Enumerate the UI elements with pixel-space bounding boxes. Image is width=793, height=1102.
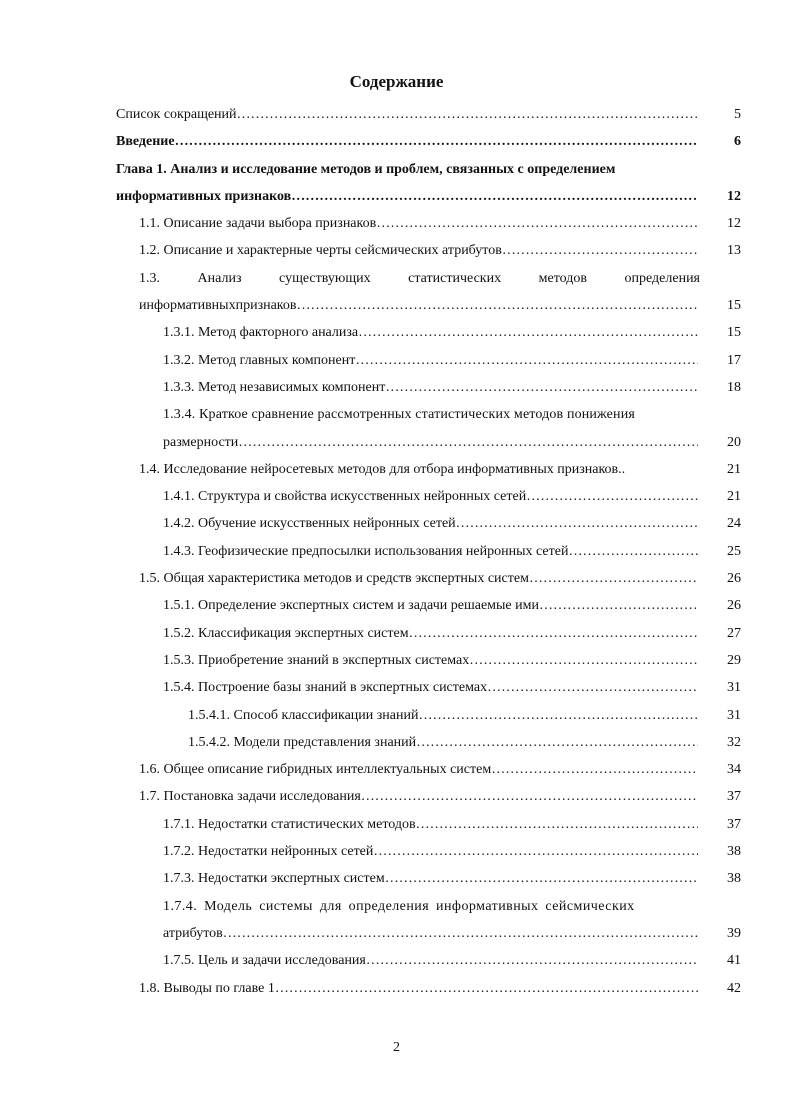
- toc-page-number: 38: [727, 871, 741, 887]
- toc-page-number: 41: [727, 953, 741, 969]
- toc-page-number: 31: [727, 707, 741, 723]
- toc-entry-1-4[interactable]: [0, 456, 793, 483]
- toc-entry-1-5-4[interactable]: [0, 674, 793, 701]
- toc-page-number: 17: [727, 352, 741, 368]
- toc-entry-text: Список сокращений ………………………………………………………………………………………………………………………………………………………………………………………………: [116, 101, 698, 128]
- toc-page-number: 13: [727, 243, 741, 259]
- toc-entry-1-7-1[interactable]: [0, 811, 793, 838]
- toc-page-number: 32: [727, 734, 741, 750]
- toc-entry-1-7-4-line1[interactable]: [0, 893, 793, 920]
- toc-entry-text: размерности ………………………………………………………………………………………………………………………………………………………………………………………………: [163, 429, 698, 456]
- toc-entry-text: 1.3.3. Метод независимых компонент ………………………………………………………………………………………………………………………………………………………………………………………………: [163, 374, 698, 401]
- toc-page-number: 42: [727, 980, 741, 996]
- toc-entry-1-7-2[interactable]: [0, 838, 793, 865]
- toc-page-number: 26: [727, 598, 741, 614]
- toc-page-number: 38: [727, 844, 741, 860]
- page-title: Содержание: [349, 72, 444, 91]
- toc-entry-1-6[interactable]: [0, 756, 793, 783]
- toc-entry-text: 1.5.2. Классификация экспертных систем ………………………………………………………………………………………………………………………………………………………………………………………………: [163, 620, 698, 647]
- toc-word: существующих: [279, 270, 371, 286]
- toc-page-number: 37: [727, 789, 741, 805]
- toc-entry-text: Введение ………………………………………………………………………………………………………………………………………………………………………………………………: [116, 128, 698, 155]
- toc-entry-1-7[interactable]: [0, 783, 793, 810]
- toc-page-number: 29: [727, 652, 741, 668]
- toc-entry-1-3-4[interactable]: [0, 429, 793, 456]
- toc-entry-text: 1.3.2. Метод главных компонент ………………………………………………………………………………………………………………………………………………………………………………………………: [163, 347, 698, 374]
- toc-entry-1-1[interactable]: [0, 210, 793, 237]
- toc-entry-1-5-1[interactable]: [0, 592, 793, 619]
- page-number: 2: [393, 1040, 400, 1055]
- toc-entry-text: 1.6. Общее описание гибридных интеллектуальных систем ………………………………………………………………………………………………………………………………………………………………………………………………: [139, 756, 698, 783]
- toc-entry-text: 1.5.3. Приобретение знаний в экспертных системах ………………………………………………………………………………………………………………………………………………………………………………………………: [163, 647, 698, 674]
- toc-page-number: 21: [727, 489, 741, 505]
- toc-entry-1-4-1[interactable]: [0, 483, 793, 510]
- toc-entry-1-4-3[interactable]: [0, 538, 793, 565]
- toc-entry-text: 1.4.2. Обучение искусственных нейронных сетей ………………………………………………………………………………………………………………………………………………………………………………………………: [163, 510, 698, 537]
- toc-entry-text: 1.3.1. Метод факторного анализа ………………………………………………………………………………………………………………………………………………………………………………………………: [163, 319, 698, 346]
- toc-entry-1-3[interactable]: [0, 292, 793, 319]
- toc-entry-text: 1.7.5. Цель и задачи исследования ………………………………………………………………………………………………………………………………………………………………………………………………: [163, 947, 698, 974]
- toc-page-number: 12: [727, 216, 741, 232]
- toc-entry-text: 1.1. Описание задачи выбора признаков ………………………………………………………………………………………………………………………………………………………………………………………………: [139, 210, 698, 237]
- toc-entry-text: 1.5.4.1. Способ классификации знаний ………………………………………………………………………………………………………………………………………………………………………………………………: [188, 702, 698, 729]
- toc-page-number: 39: [727, 925, 741, 941]
- toc-entry-text: 1.4.3. Геофизические предпосылки использования нейронных сетей ………………………………………………………………………………………………………………………………………………………………………………………………: [163, 538, 698, 565]
- toc-entry-text: 1.4. Исследование нейросетевых методов для отбора информативных признаков..: [139, 461, 626, 477]
- toc-page-number: 15: [727, 298, 741, 314]
- table-of-contents: [0, 101, 793, 1002]
- toc-entry-text: 1.8. Выводы по главе 1 ………………………………………………………………………………………………………………………………………………………………………………………………: [139, 975, 698, 1002]
- toc-entry-chapter1-line1[interactable]: [0, 156, 793, 183]
- toc-word: 1.3.: [139, 270, 160, 286]
- toc-entry-1-3-3[interactable]: [0, 374, 793, 401]
- toc-entry-1-5-2[interactable]: [0, 620, 793, 647]
- toc-entry-text: 1.5.4.2. Модели представления знаний ………………………………………………………………………………………………………………………………………………………………………………………………: [188, 729, 698, 756]
- toc-entry-1-4-2[interactable]: [0, 510, 793, 537]
- toc-entry-text: 1.7.4. Модель системы для определения информативных сейсмических: [163, 898, 635, 914]
- toc-entry-1-5-4-1[interactable]: [0, 702, 793, 729]
- toc-word: методов: [538, 270, 587, 286]
- toc-word: статистических: [408, 270, 502, 286]
- toc-page-number: 12: [727, 188, 741, 204]
- toc-entry-1-8[interactable]: [0, 975, 793, 1002]
- toc-entry-1-5-3[interactable]: [0, 647, 793, 674]
- toc-page-number: 25: [727, 543, 741, 559]
- toc-entry-1-7-4[interactable]: [0, 920, 793, 947]
- toc-entry-1-7-3[interactable]: [0, 865, 793, 892]
- toc-entry-text: Глава 1. Анализ и исследование методов и проблем, связанных с определением: [116, 161, 616, 177]
- toc-entry-1-5-4-2[interactable]: [0, 729, 793, 756]
- toc-entry-text: атрибутов ………………………………………………………………………………………………………………………………………………………………………………………………: [163, 920, 698, 947]
- toc-entry-1-5[interactable]: [0, 565, 793, 592]
- toc-page-number: 37: [727, 816, 741, 832]
- toc-entry-1-7-5[interactable]: [0, 947, 793, 974]
- toc-entry-text: 1.5.1. Определение экспертных систем и задачи решаемые ими ………………………………………………………………………………………………………………………………………………………………………………………………: [163, 592, 698, 619]
- toc-page-number: 31: [727, 680, 741, 696]
- toc-page-number: 24: [727, 516, 741, 532]
- toc-entry-text: 1.3.4. Краткое сравнение рассмотренных статистических методов понижения: [163, 407, 635, 423]
- toc-entry-text: 1.7. Постановка задачи исследования ………………………………………………………………………………………………………………………………………………………………………………………………: [139, 783, 698, 810]
- toc-entry-1-3-line1[interactable]: [0, 265, 793, 292]
- toc-entry-text: 1.7.2. Недостатки нейронных сетей ………………………………………………………………………………………………………………………………………………………………………………………………: [163, 838, 698, 865]
- toc-entry-1-3-2[interactable]: [0, 347, 793, 374]
- toc-entry-chapter1[interactable]: [0, 183, 793, 210]
- toc-page-number: 26: [727, 571, 741, 587]
- toc-entry-text: 1.4.1. Структура и свойства искусственных нейронных сетей ………………………………………………………………………………………………………………………………………………………………………………………………: [163, 483, 698, 510]
- toc-word: определения: [624, 270, 700, 286]
- toc-entry-text: информативныхпризнаков ………………………………………………………………………………………………………………………………………………………………………………………………: [139, 292, 698, 319]
- toc-page-number: 5: [734, 107, 741, 122]
- toc-entry-text: 1.2. Описание и характерные черты сейсмических атрибутов ………………………………………………………………………………………………………………………………………………………………………………………………: [139, 237, 698, 264]
- toc-entry-1-3-1[interactable]: [0, 319, 793, 346]
- toc-entry-text: 1.7.1. Недостатки статистических методов ………………………………………………………………………………………………………………………………………………………………………………………………: [163, 811, 698, 838]
- toc-page-number: 18: [727, 379, 741, 395]
- toc-page-number: 21: [727, 461, 741, 477]
- toc-entry-text: 1.7.3. Недостатки экспертных систем ………………………………………………………………………………………………………………………………………………………………………………………………: [163, 865, 698, 892]
- toc-page-number: 15: [727, 325, 741, 341]
- toc-page-number: 27: [727, 625, 741, 641]
- toc-page-number: 20: [727, 434, 741, 450]
- toc-page-number: 6: [734, 134, 741, 150]
- toc-page-number: 34: [727, 762, 741, 778]
- toc-entry-text: 1.5. Общая характеристика методов и средств экспертных систем ………………………………………………………………………………………………………………………………………………………………………………………………: [139, 565, 698, 592]
- toc-entry-text: 1.5.4. Построение базы знаний в экспертных системах ………………………………………………………………………………………………………………………………………………………………………………………………: [163, 674, 698, 701]
- toc-entry-1-3-4-line1[interactable]: [0, 401, 793, 428]
- toc-entry-text: информативных признаков ………………………………………………………………………………………………………………………………………………………………………………………………: [116, 183, 698, 210]
- toc-entry-1-2[interactable]: [0, 237, 793, 264]
- toc-entry-introduction[interactable]: [0, 128, 793, 155]
- toc-word: Анализ: [197, 270, 242, 286]
- toc-entry-text-justified: [139, 265, 700, 292]
- toc-entry-abbreviations[interactable]: [0, 101, 793, 128]
